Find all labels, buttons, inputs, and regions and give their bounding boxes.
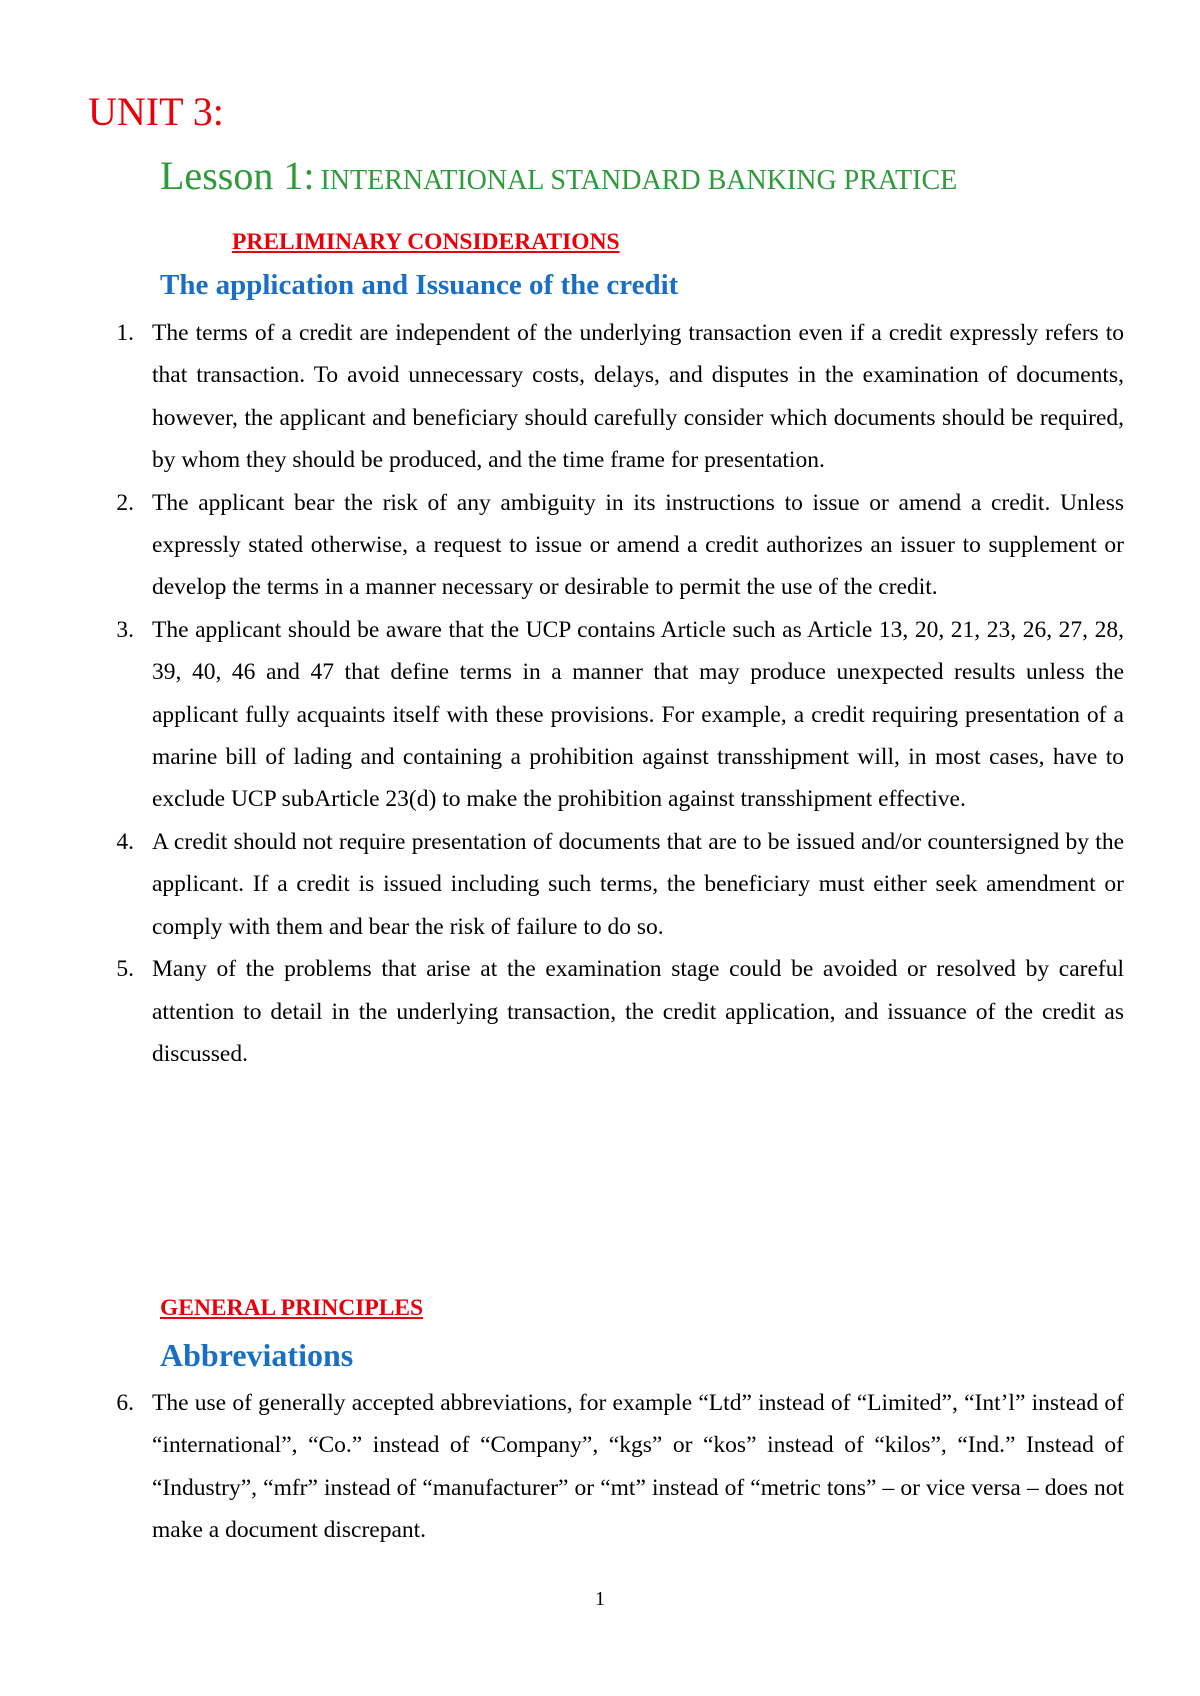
list-item-text: Many of the problems that arise at the examination stage could be avoided or resolved by careful attention to detail in the underlying transaction, the credit application, and issuance of the credit as discussed. [152,956,1124,1067]
list-item-text: A credit should not require presentation of documents that are to be issued and/or countersigned by the applicant. If a credit is issued including such terms, the beneficiary must either seek amendment or comply with them and bear the risk of failure to do so. [152,828,1124,940]
list-item-text: The applicant should be aware that the UCP contains Article such as Article 13, 20, 21, 23, 26, 27, 28, 39, 40, 46 and 47 that define terms in a manner that may produce unexpected results unless the applicant fully acquaints itself with these provisions. For example, a credit requiring presentation of a marine bill of lading and containing a prohibition against transshipment will, in most cases, have to exclude UCP subArticle 23(d) to make the prohibition against transshipment effective. [152,616,1124,813]
unit-title: UNIT 3: [88,89,224,134]
lesson-label: Lesson 1: [160,153,315,198]
lesson-subject: INTERNATIONAL STANDARD BANKING PRATICE [320,165,958,196]
list-item [104,312,1124,482]
list-item [104,948,1124,1075]
section-heading-general-principles: GENERAL PRINCIPLES [160,1295,424,1321]
subheading-application-issuance: The application and Issuance of the credit [160,269,679,301]
list-item-text: The use of generally accepted abbreviations, for example “Ltd” instead of “Limited”, “Int’l” instead of “international”, “Co.” instead of “Company”, “kgs” or “kos” instead of “kilos”, “Ind.” Instead of “Industry”, “mfr” instead of “manufacturer” or “mt” instead of “metric tons” – or vice versa – does not make a document discrepant. [152,1390,1124,1544]
list-item-number: 2. [116,489,134,516]
page-number: 1 [595,1588,605,1610]
list-item-text: The applicant bear the risk of any ambiguity in its instructions to issue or amend a credit. Unless expressly stated otherwise, a request to issue or amend a credit authorizes an issuer to supplement or develop the terms in a manner necessary or desirable to permit the use of the credit. [152,489,1124,601]
lesson-title [160,152,957,200]
list-item [104,821,1124,948]
list-item-number: 4. [116,828,134,855]
list-item [104,609,1124,821]
list-item-number: 5. [116,956,134,983]
general-principles-list [104,1382,1124,1552]
list-item [104,1382,1124,1552]
subheading-abbreviations: Abbreviations [160,1337,354,1373]
list-item-number: 3. [116,616,134,643]
list-item-number: 6. [116,1390,134,1416]
list-item-number: 1. [116,320,134,346]
section-heading-preliminary: PRELIMINARY CONSIDERATIONS [232,229,620,255]
list-item [104,482,1124,609]
preliminary-list [104,312,1124,1075]
list-item-text: The terms of a credit are independent of the underlying transaction even if a credit expressly refers to that transaction. To avoid unnecessary costs, delays, and disputes in the examination of documents, however, the applicant and beneficiary should carefully consider which documents should be required, by whom they should be produced, and the time frame for presentation. [152,320,1124,474]
